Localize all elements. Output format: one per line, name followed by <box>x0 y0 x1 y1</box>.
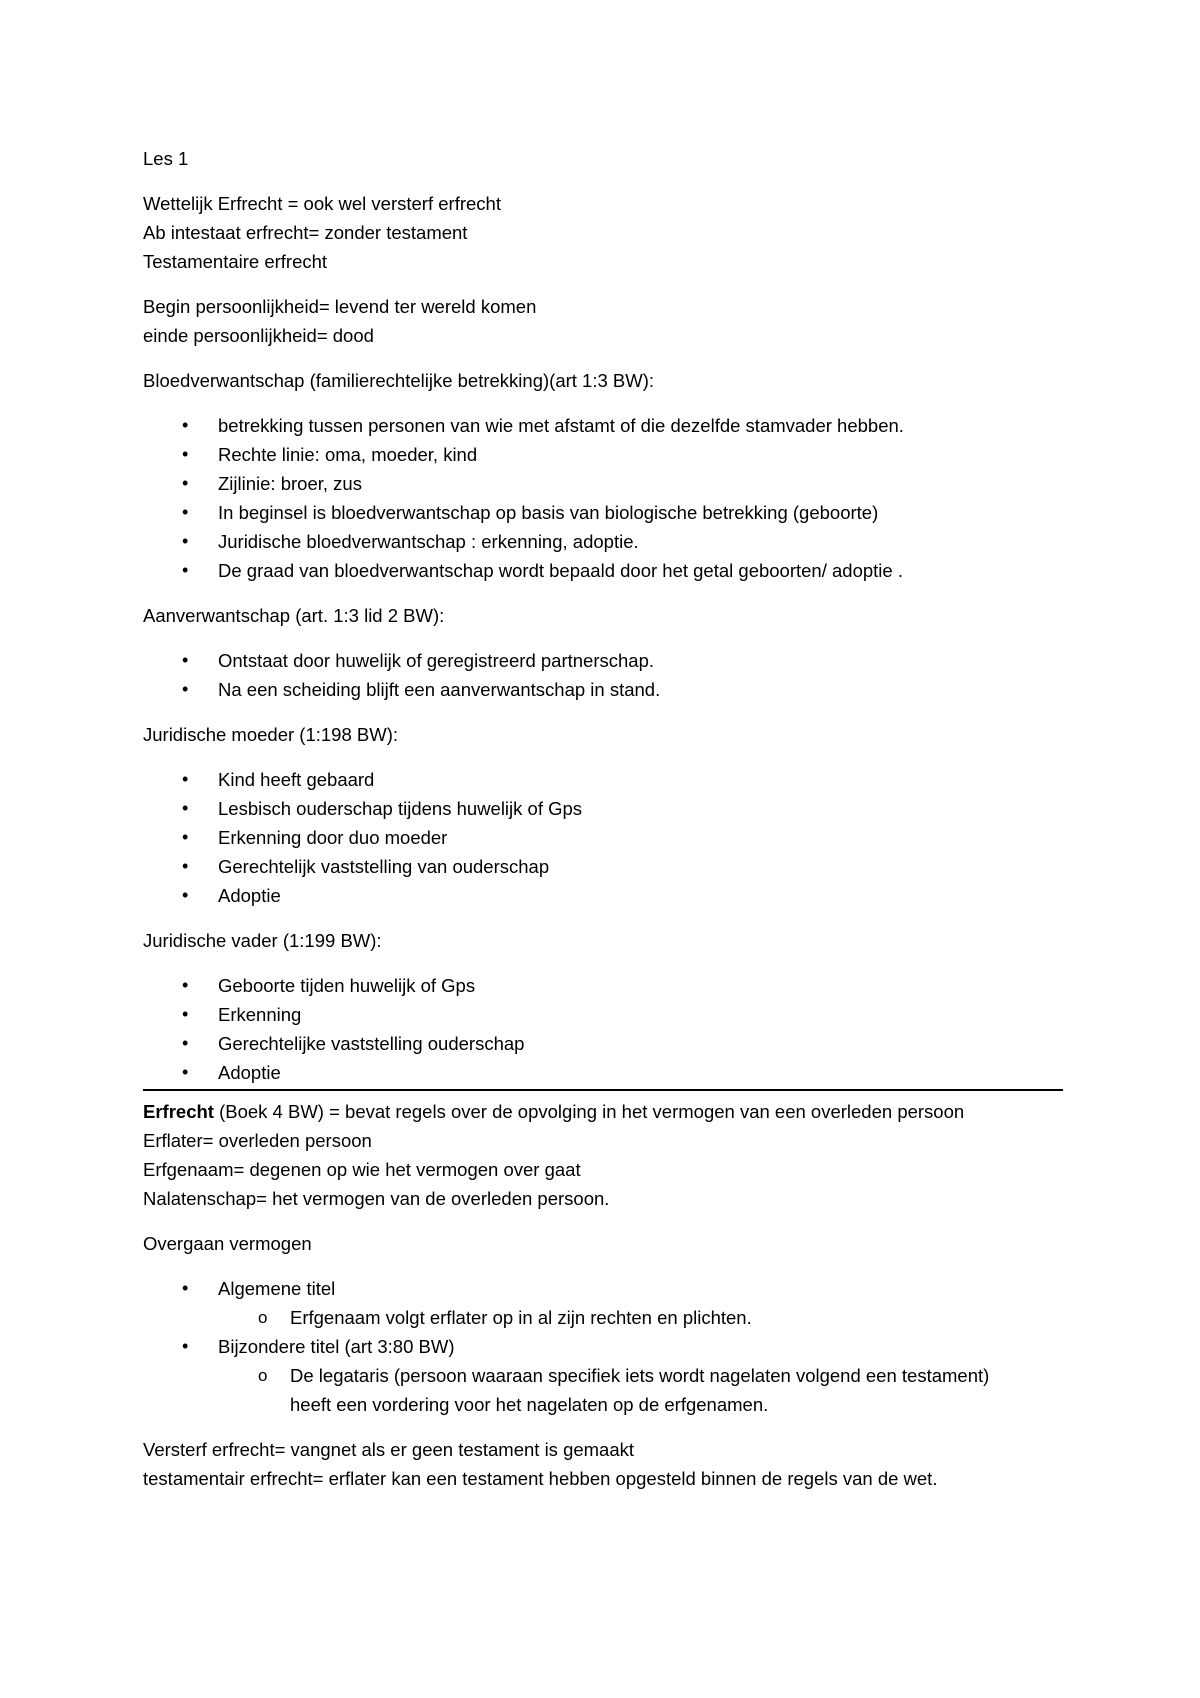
bullet-icon: • <box>182 650 189 670</box>
list-item-text: Erkenning <box>218 1004 302 1025</box>
text-line: Versterf erfrecht= vangnet als er geen testament is gemaakt <box>143 1439 635 1460</box>
list-item <box>143 823 1063 852</box>
list-item-text: Na een scheiding blijft een aanverwantschap in stand. <box>218 679 661 700</box>
bullet-icon: • <box>182 1278 189 1298</box>
text-line: Erfgenaam= degenen op wie het vermogen over gaat <box>143 1159 581 1180</box>
text-line: Ab intestaat erfrecht= zonder testament <box>143 222 468 243</box>
section-heading-aanverwantschap: Aanverwantschap (art. 1:3 lid 2 BW): <box>143 605 445 626</box>
bullet-icon: • <box>182 531 189 551</box>
bullet-icon: • <box>182 1062 189 1082</box>
text-line: Begin persoonlijkheid= levend ter wereld komen <box>143 296 537 317</box>
text-line: Wettelijk Erfrecht = ook wel versterf erfrecht <box>143 193 501 214</box>
sub-list-item-text: Erfgenaam volgt erflater op in al zijn rechten en plichten. <box>290 1307 752 1328</box>
bullet-icon: • <box>182 856 189 876</box>
bullet-icon: • <box>182 444 189 464</box>
text-line: Erflater= overleden persoon <box>143 1130 372 1151</box>
list-item <box>143 675 1063 704</box>
list-item <box>143 1029 1063 1058</box>
list-item-text: Adoptie <box>218 885 281 906</box>
erfrecht-definition <box>143 1097 1063 1126</box>
list-item <box>143 469 1063 498</box>
document-content <box>143 144 1063 1493</box>
bullet-icon: • <box>182 975 189 995</box>
list-item-text: Lesbisch ouderschap tijdens huwelijk of Gps <box>218 798 583 819</box>
list-item <box>143 556 1063 585</box>
list-item-text: Zijlinie: broer, zus <box>218 473 362 494</box>
list-item <box>143 1332 1063 1361</box>
list-item-text: Geboorte tijden huwelijk of Gps <box>218 975 476 996</box>
list-item <box>143 1000 1063 1029</box>
bullet-icon: • <box>182 679 189 699</box>
list-item-text: Erkenning door duo moeder <box>218 827 448 848</box>
list-item-text: betrekking tussen personen van wie met afstamt of die dezelfde stamvader hebben. <box>218 415 904 436</box>
list-item-text: Adoptie <box>218 1062 281 1083</box>
list-item <box>143 1274 1063 1303</box>
bullet-icon: • <box>182 502 189 522</box>
bullet-icon: • <box>182 827 189 847</box>
sub-list-item <box>143 1303 1063 1332</box>
list-item-text: Algemene titel <box>218 1278 336 1299</box>
list-item-text: Juridische bloedverwantschap : erkenning, adoptie. <box>218 531 639 552</box>
text-line: Testamentaire erfrecht <box>143 251 328 272</box>
bullet-icon: • <box>182 415 189 435</box>
sub-list-item-continuation: heeft een vordering voor het nagelaten op de erfgenamen. <box>290 1394 769 1415</box>
list-item <box>143 1058 1063 1087</box>
list-item <box>143 411 1063 440</box>
section-heading-overgaan-vermogen: Overgaan vermogen <box>143 1233 312 1254</box>
list-item-text: Ontstaat door huwelijk of geregistreerd partnerschap. <box>218 650 655 671</box>
erfrecht-term: Erfrecht <box>143 1101 214 1122</box>
list-item <box>143 440 1063 469</box>
list-item <box>143 852 1063 881</box>
sub-list-item-text: De legataris (persoon waaraan specifiek iets wordt nagelaten volgend een testament) <box>290 1365 990 1386</box>
bullet-icon: • <box>182 1033 189 1053</box>
list-item-text: Gerechtelijk vaststelling van ouderschap <box>218 856 550 877</box>
erfrecht-text: (Boek 4 BW) = bevat regels over de opvolging in het vermogen van een overleden persoon <box>213 1101 965 1122</box>
text-line: einde persoonlijkheid= dood <box>143 325 374 346</box>
bullet-icon: • <box>182 885 189 905</box>
section-heading-juridische-vader: Juridische vader (1:199 BW): <box>143 930 382 951</box>
bullet-icon: • <box>182 769 189 789</box>
horizontal-divider <box>143 1089 1063 1091</box>
sub-bullet-icon: o <box>258 1366 268 1385</box>
sub-bullet-icon: o <box>258 1308 268 1327</box>
section-heading-bloedverwantschap: Bloedverwantschap (familierechtelijke betrekking)(art 1:3 BW): <box>143 370 655 391</box>
bullet-icon: • <box>182 560 189 580</box>
list-item <box>143 971 1063 1000</box>
sub-list-item <box>143 1361 1063 1390</box>
text-line: testamentair erfrecht= erflater kan een testament hebben opgesteld binnen de regels van de wet. <box>143 1468 938 1489</box>
list-item-text: Gerechtelijke vaststelling ouderschap <box>218 1033 525 1054</box>
list-item <box>143 498 1063 527</box>
bullet-icon: • <box>182 1336 189 1356</box>
list-item-text: Kind heeft gebaard <box>218 769 375 790</box>
bullet-icon: • <box>182 473 189 493</box>
list-item-text: Bijzondere titel (art 3:80 BW) <box>218 1336 455 1357</box>
list-item <box>143 794 1063 823</box>
list-item-text: De graad van bloedverwantschap wordt bepaald door het getal geboorten/ adoptie . <box>218 560 903 581</box>
list-item <box>143 765 1063 794</box>
bullet-icon: • <box>182 798 189 818</box>
lesson-title: Les 1 <box>143 148 189 169</box>
list-item <box>143 646 1063 675</box>
bullet-icon: • <box>182 1004 189 1024</box>
list-item-text: Rechte linie: oma, moeder, kind <box>218 444 478 465</box>
list-item <box>143 881 1063 910</box>
text-line: Nalatenschap= het vermogen van de overleden persoon. <box>143 1188 610 1209</box>
section-heading-juridische-moeder: Juridische moeder (1:198 BW): <box>143 724 398 745</box>
list-item <box>143 527 1063 556</box>
list-item-text: In beginsel is bloedverwantschap op basis van biologische betrekking (geboorte) <box>218 502 879 523</box>
